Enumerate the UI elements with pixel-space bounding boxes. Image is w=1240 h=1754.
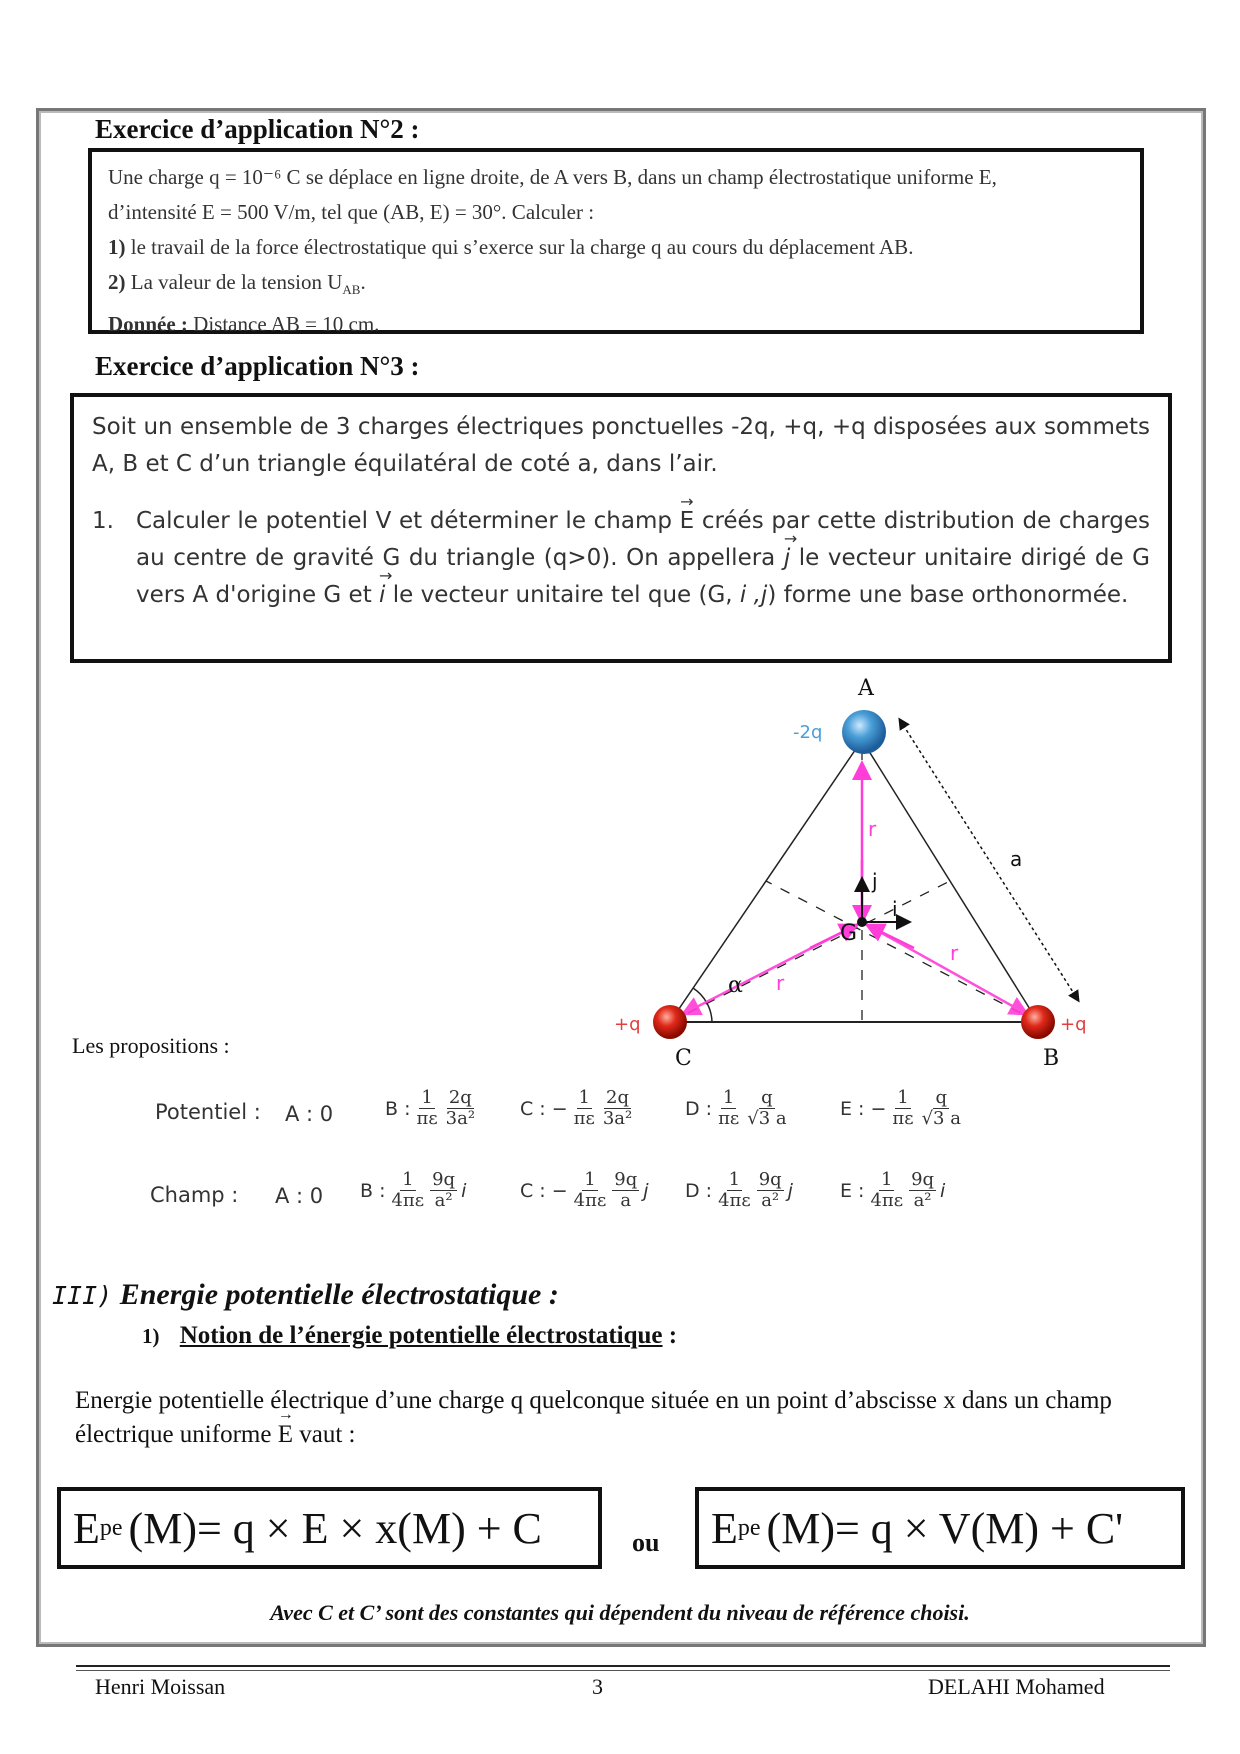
q1-number: 1) [108, 235, 126, 259]
champ-C-frac2 [612, 1170, 639, 1211]
exercise-3-intro: Soit un ensemble de 3 charges électriques ponctuelles -2q, +q, +q disposées aux sommets A, B et C d’un triangle équilatéral de coté a, dans l’air. [92, 414, 1150, 477]
subsection-1-title: Notion de l’énergie potentielle électrostatique [179, 1322, 663, 1349]
champ-C-d1: 4πε [573, 1190, 607, 1211]
label-charge-B: +q [1060, 1014, 1087, 1035]
label-r-A: r [868, 817, 877, 841]
champ-D-vector: j [787, 1179, 793, 1202]
champ-A: A : 0 [275, 1184, 324, 1208]
section-3-heading [52, 1278, 559, 1312]
energy-paragraph-vector-E: → E [278, 1418, 293, 1452]
champ-D [685, 1170, 793, 1211]
vector-E: → E [680, 503, 695, 540]
pot-B-frac2 [444, 1088, 477, 1129]
pot-E-frac1 [890, 1088, 915, 1129]
formula-box-2 [695, 1487, 1185, 1569]
charge-sphere-C [653, 1005, 687, 1039]
pot-D-d1: πε [718, 1108, 740, 1129]
pot-B-label: B : [385, 1097, 411, 1120]
champ-D-frac2 [757, 1170, 784, 1211]
pot-E-n2: q [935, 1087, 948, 1108]
champ-E-n2: 9q [911, 1169, 935, 1190]
charge-sphere-B [1021, 1005, 1055, 1039]
pot-D-label: D : [685, 1097, 713, 1120]
pot-C-d2: 3a² [602, 1108, 633, 1129]
label-A: A [858, 676, 874, 701]
pot-D-frac2 [745, 1088, 788, 1129]
label-C: C [675, 1046, 692, 1071]
pot-E-d2: √3 a [921, 1108, 961, 1129]
vector-j: → j [784, 540, 790, 577]
champ-C-d2: a [620, 1190, 632, 1211]
formula-1-E: E [73, 1503, 100, 1553]
champ-B [360, 1170, 466, 1211]
arrow-field-B [869, 926, 914, 948]
energy-paragraph-end: vaut : [292, 1421, 356, 1448]
footer-rule [76, 1665, 1170, 1667]
data-text: Distance AB = 10 cm. [193, 312, 380, 337]
section-3-roman: III) [52, 1281, 113, 1310]
pot-B [385, 1088, 477, 1129]
label-j: j [872, 869, 878, 893]
q2-text: La valeur de la tension U [130, 270, 343, 294]
champ-B-label: B : [360, 1179, 386, 1202]
champ-E-d2: a² [913, 1190, 932, 1211]
label-r-C: r [776, 971, 785, 995]
champ-B-frac2 [430, 1170, 457, 1211]
champ-C-vector: j [643, 1179, 649, 1202]
exercise-2-q1 [108, 230, 1124, 265]
item-text-a: Calculer le potentiel V et déterminer le champ [136, 508, 672, 534]
propositions-table [130, 1080, 995, 1245]
champ-D-frac1 [716, 1170, 753, 1211]
exercise-2-q2 [108, 265, 1124, 307]
champ-E-frac1 [868, 1170, 905, 1211]
champ-label: Champ : [150, 1183, 239, 1207]
exercise-3-box [70, 393, 1172, 663]
exercise-3-title: Exercice d’application N°3 : [95, 351, 420, 381]
champ-E-label: E : [840, 1179, 865, 1202]
champ-C [520, 1170, 649, 1211]
formula-2-sub: pe [737, 1514, 761, 1541]
pot-A: A : 0 [285, 1102, 334, 1126]
champ-B-d2: a² [434, 1190, 453, 1211]
pot-B-d1: πε [416, 1108, 438, 1129]
champ-B-n2: 9q [432, 1169, 456, 1190]
energy-paragraph-text: Energie potentielle électrique d’une charge q quelconque située en un point d’abscisse x dans un champ électrique uniforme [75, 1387, 1112, 1448]
pot-C-frac1 [572, 1088, 597, 1129]
vector-ij: i ,j [739, 582, 768, 608]
constants-note: Avec C et C’ sont des constantes qui dépendent du niveau de référence choisi. [270, 1600, 970, 1625]
champ-E-d1: 4πε [870, 1190, 904, 1211]
pot-E [840, 1088, 963, 1129]
or-word: ou [632, 1528, 660, 1557]
item-text-b: créés par cette distribution de charges au centre de gravité G du triangle (q>0). On appellera [136, 508, 1151, 571]
q1-text: le travail de la force électrostatique qui s’exerce sur la charge q au cours du déplacement AB. [130, 235, 914, 259]
median-C [670, 881, 950, 1022]
formula-box-1 [57, 1487, 602, 1569]
formula-2-E: E [711, 1503, 738, 1553]
footer-left: Henri Moissan [95, 1674, 226, 1699]
pot-D-n2: q [761, 1087, 773, 1108]
q2-post: . [360, 270, 366, 294]
exercise-2-line1: Une charge q = 10⁻⁶ C se déplace en ligne droite, de A vers B, dans un champ électrostatique uniforme E, [108, 165, 997, 189]
item-text-c: le vecteur unitaire dirigé de G vers A d'origine G et [136, 545, 1151, 608]
pot-C-frac2 [601, 1088, 634, 1129]
pot-B-d2: 3a² [445, 1108, 476, 1129]
formula-1-sub: pe [99, 1514, 123, 1541]
pot-B-frac1 [414, 1088, 439, 1129]
data-label: Donnée : [108, 312, 188, 337]
pot-D-d2: √3 a [747, 1108, 787, 1129]
pot-D [685, 1088, 789, 1129]
pot-B-n1: 1 [421, 1087, 433, 1108]
item-number: 1. [92, 508, 114, 534]
label-r-B: r [950, 941, 959, 965]
section-3-title: Energie potentielle électrostatique : [119, 1278, 559, 1311]
label-charge-C: +q [614, 1014, 641, 1035]
vector-i: → i [379, 577, 385, 614]
champ-B-d1: 4πε [391, 1190, 425, 1211]
pot-B-n2: 2q [448, 1087, 472, 1108]
pot-D-n1: 1 [722, 1087, 735, 1108]
exercise-2-data [108, 307, 1124, 342]
footer-right: DELAHI Mohamed [928, 1674, 1105, 1699]
champ-C-label: C : − [520, 1179, 568, 1202]
label-charge-A: -2q [793, 722, 823, 743]
q2-number: 2) [108, 270, 126, 294]
q2-subscript: AB [342, 282, 361, 298]
pot-E-n1: 1 [897, 1087, 909, 1108]
champ-D-d1: 4πε [718, 1190, 751, 1211]
pot-D-frac1 [716, 1088, 741, 1129]
champ-B-frac1 [389, 1170, 426, 1211]
champ-C-n2: 9q [614, 1169, 638, 1190]
subsection-1 [142, 1322, 677, 1350]
label-B: B [1043, 1046, 1060, 1071]
pot-C-n1: 1 [578, 1087, 590, 1108]
champ-D-n1: 1 [728, 1169, 741, 1190]
pot-E-frac2 [920, 1088, 963, 1129]
pot-C-n2: 2q [606, 1087, 630, 1108]
propositions-label: Les propositions : [72, 1033, 230, 1058]
point-G [857, 917, 867, 927]
champ-C-n1: 1 [584, 1169, 596, 1190]
footer-rule-thin [76, 1670, 1170, 1671]
champ-C-frac1 [572, 1170, 609, 1211]
label-a: a [1010, 847, 1023, 871]
champ-D-d2: a² [761, 1190, 780, 1211]
label-i: i [892, 897, 898, 921]
item-text-d: le vecteur unitaire tel que (G, [392, 582, 733, 608]
item-text-e: ) forme une base orthonormée. [767, 582, 1129, 608]
champ-B-vector: i [461, 1179, 467, 1202]
champ-E [840, 1170, 945, 1211]
label-alpha: α [728, 973, 743, 998]
pot-E-label: E : − [840, 1097, 887, 1120]
label-G: G [840, 921, 858, 946]
pot-E-d1: πε [892, 1108, 914, 1129]
champ-B-n1: 1 [402, 1169, 414, 1190]
champ-D-n2: 9q [758, 1169, 782, 1190]
formula-1-rest: (M)= q × E × x(M) + C [128, 1503, 542, 1553]
pot-C [520, 1088, 634, 1129]
champ-E-n1: 1 [881, 1169, 893, 1190]
champ-E-frac2 [909, 1170, 936, 1211]
charge-sphere-A [842, 710, 886, 754]
formula-2-rest: (M)= q × V(M) + C' [766, 1503, 1124, 1553]
exercise-3-item [92, 503, 1150, 614]
champ-D-label: D : [685, 1179, 713, 1202]
pot-C-d1: πε [573, 1108, 595, 1129]
potentiel-label: Potentiel : [155, 1100, 261, 1124]
exercise-2-title: Exercice d’application N°2 : [95, 114, 420, 144]
exercise-2-box [88, 148, 1144, 337]
energy-paragraph [75, 1384, 1185, 1452]
exercise-2-line2: d’intensité E = 500 V/m, tel que (AB, E) = 30°. Calculer : [108, 200, 595, 224]
champ-E-vector: i [940, 1179, 946, 1202]
subsection-1-colon: : [668, 1322, 678, 1349]
page-number: 3 [592, 1674, 603, 1699]
triangle-figure [600, 670, 1130, 1080]
subsection-1-number: 1) [142, 1324, 160, 1348]
pot-C-label: C : − [520, 1097, 568, 1120]
